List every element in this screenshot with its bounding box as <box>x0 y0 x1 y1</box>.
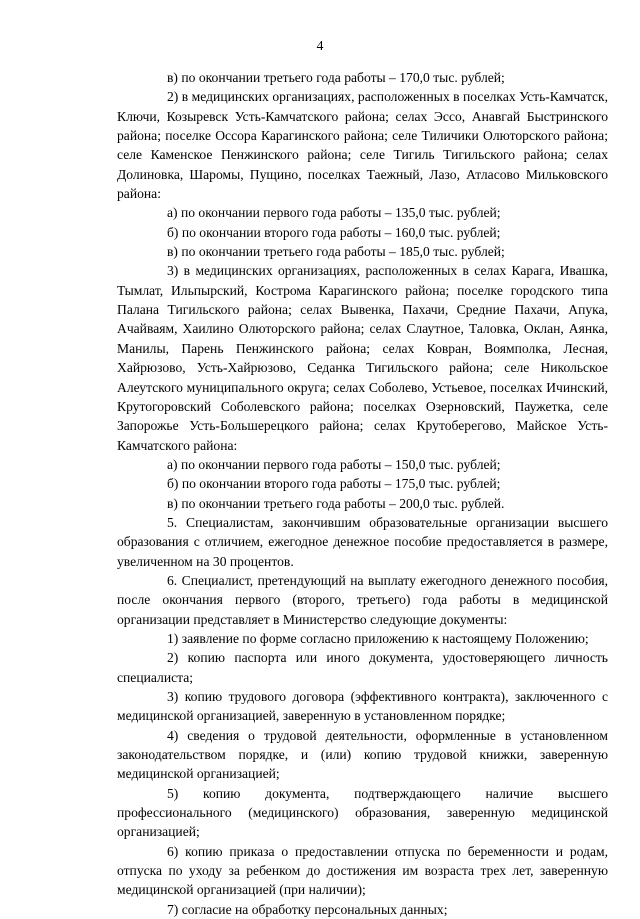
paragraph-doc-1-application: 1) заявление по форме согласно приложению к настоящему Положению; <box>167 630 589 646</box>
paragraph-doc-2-passport: 2) копию паспорта или иного документа, удостоверяющего личность специалиста; <box>117 650 608 685</box>
paragraph-doc-6-leave-order: 6) копию приказа о предоставлении отпуска по беременности и родам, отпуска по уходу за ребенком до достижения им возраста трех лет, заверенную медицинской организацией (при наличии); <box>117 843 608 898</box>
paragraph-clause-5: 5. Специалистам, закончившим образовательные организации высшего образования с отличием, ежегодное денежное пособие предоставляется в размере, увеличенном на 30 процентов. <box>117 514 608 569</box>
paragraph-item-v-185: в) по окончании третьего года работы – 185,0 тыс. рублей; <box>167 244 505 260</box>
page-number: 4 <box>316 38 324 53</box>
paragraph-doc-5-diploma: 5) копию документа, подтверждающего наличие высшего профессионального (медицинского) образования, заверенную медицинской организацией; <box>117 785 608 840</box>
paragraph-clause-6: 6. Специалист, претендующий на выплату ежегодного денежного пособия, после окончания первого (второго, третьего) года работы в медицинской организации представляет в Министерство следующие документы: <box>117 572 608 627</box>
paragraph-group-2-locations: 2) в медицинских организациях, расположенных в поселках Усть-Камчатск, Ключи, Козыревск Усть-Камчатского района; селах Эссо, Анавгай Быстринского района; поселке Оссора Карагинского района; селе Тиличики Олюторского района; селе Каменское Пенжинского района; селе Тигиль Тигильского района; селах Долиновка, Шаромы, Пущино, поселках Таежный, Лазо, Атласово Мильковского района: <box>117 89 608 202</box>
paragraph-item-a-150: а) по окончании первого года работы – 150,0 тыс. рублей; <box>167 456 501 472</box>
paragraph-item-v-200: в) по окончании третьего года работы – 200,0 тыс. рублей. <box>167 495 505 511</box>
paragraph-item-b-160: б) по окончании второго года работы – 160,0 тыс. рублей; <box>167 224 501 240</box>
paragraph-item-b-175: б) по окончании второго года работы – 175,0 тыс. рублей; <box>167 476 501 492</box>
document-body <box>117 68 608 919</box>
paragraph-item-v-170: в) по окончании третьего года работы – 170,0 тыс. рублей; <box>167 70 505 85</box>
paragraph-doc-4-work-record: 4) сведения о трудовой деятельности, оформленные в установленном законодательством порядке, и (или) копию трудовой книжки, заверенную медицинской организацией; <box>117 727 608 782</box>
paragraph-doc-3-contract: 3) копию трудового договора (эффективного контракта), заключенного с медицинской организацией, заверенную в установленном порядке; <box>117 689 608 724</box>
paragraph-doc-7-consent: 7) согласие на обработку персональных данных; <box>167 901 448 917</box>
paragraph-group-3-locations: 3) в медицинских организациях, расположенных в селах Карага, Ивашка, Тымлат, Ильпырский, Кострома Карагинского района; поселке городского типа Палана Тигильского района; селах Вывенка, Пахачи, Средние Пахачи, Апука, Ачайваям, Хаилино Олюторского района; селах Слаутное, Таловка, Оклан, Аянка, Манилы, Парень Пенжинского района; селах Ковран, Воямполка, Лесная, Хайрюзово, Усть-Хайрюзово, Седанка Тигильского района; селе Никольское Алеутского муниципального округа; селах Соболево, Устьевое, поселках Ичинский, Крутогоровский Соболевского района; поселках Озерновский, Паужетка, селе Запорожье Усть-Большерецкого района; селах Крутоберегово, Майское Усть-Камчатского района: <box>117 263 608 453</box>
paragraph-item-a-135: а) по окончании первого года работы – 135,0 тыс. рублей; <box>167 205 501 221</box>
